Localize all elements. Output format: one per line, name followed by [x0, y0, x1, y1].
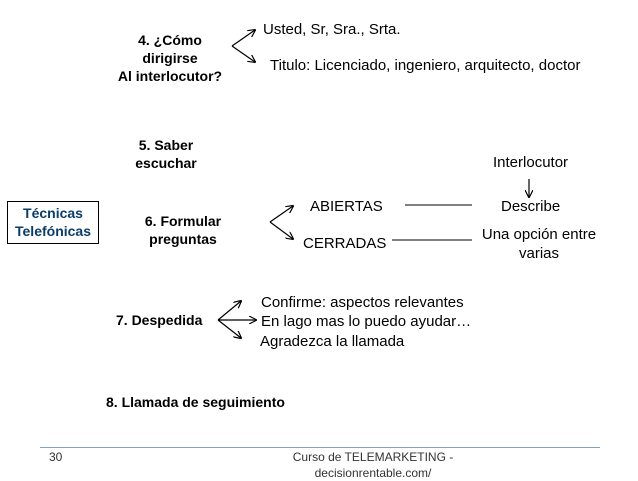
- step-8-label: 8. Llamada de seguimiento: [106, 394, 285, 410]
- s6-item-opcion-line1: Una opción entre: [481, 226, 597, 243]
- s7-item-en-lago: En lago mas lo puedo ayudar…: [261, 313, 472, 330]
- s6-item-interlocutor: Interlocutor: [493, 154, 569, 171]
- arrow-s7-up: [218, 301, 241, 320]
- footer-rule: [40, 447, 600, 448]
- footer-course: [278, 449, 468, 481]
- s6-item-describe: Describe: [501, 198, 561, 215]
- step-7-label: 7. Despedida: [116, 312, 203, 328]
- footer-course-line1: Curso de TELEMARKETING -: [292, 450, 454, 464]
- arrow-s4-up: [232, 30, 255, 46]
- arrow-s6-down: [270, 222, 293, 239]
- s7-item-agradezca: Agradezca la llamada: [260, 333, 405, 350]
- step-4-line1: 4. ¿Cómo: [138, 32, 202, 48]
- step-6-label: [128, 212, 238, 248]
- s6-item-opcion: [474, 225, 604, 263]
- step-5-label: [120, 136, 212, 172]
- arrow-s4-down: [232, 46, 255, 62]
- step-6-line1: 6. Formular: [144, 213, 222, 229]
- s6-item-opcion-line2: varias: [518, 245, 559, 262]
- step-4-line2: dirigirse: [142, 50, 198, 66]
- step-5-line2: escuchar: [135, 155, 197, 171]
- s6-item-cerradas: CERRADAS: [303, 235, 387, 252]
- step-4-line3: Al interlocutor?: [117, 68, 223, 84]
- s4-item-usted: Usted, Sr, Sra., Srta.: [263, 21, 401, 38]
- arrow-s6-up: [270, 206, 293, 222]
- step-6-line2: preguntas: [149, 231, 217, 247]
- page-number: 30: [49, 450, 63, 464]
- footer-course-line2: decisionrentable.com/: [314, 466, 432, 480]
- central-topic-line2: Telefónicas: [15, 223, 91, 239]
- s7-item-confirme: Confirme: aspectos relevantes: [261, 294, 464, 311]
- central-topic-line1: Técnicas: [23, 205, 83, 221]
- step-5-line1: 5. Saber: [138, 137, 194, 153]
- arrow-s7-down: [218, 320, 241, 338]
- s6-item-abiertas: ABIERTAS: [310, 198, 383, 215]
- s4-item-titulo: Titulo: Licenciado, ingeniero, arquitecto, doctor: [270, 57, 581, 74]
- central-topic-box: [7, 201, 99, 244]
- step-4-label: [108, 31, 232, 85]
